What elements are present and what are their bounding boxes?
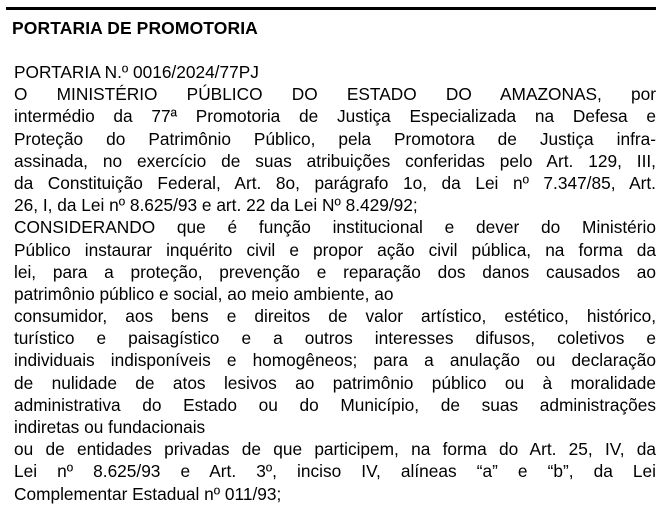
portaria-body-text xyxy=(14,61,656,505)
text-line: ou de entidades privadas de que participem, na forma do Art. 25, IV, da xyxy=(14,439,656,460)
text-line: administrativa do Estado ou do Município, de suas administrações xyxy=(14,394,656,415)
text-line: O MINISTÉRIO PÚBLICO DO ESTADO DO AMAZONAS, por xyxy=(14,84,656,105)
text-line: turístico e paisagístico e a outros interesses difusos, coletivos e xyxy=(14,328,656,349)
text-line: CONSIDERANDO que é função institucional e dever do Ministério xyxy=(14,217,656,238)
text-line: Lei nº 8.625/93 e Art. 3º, inciso IV, alíneas “a” e “b”, da Lei xyxy=(14,461,656,482)
text-line: de nulidade de atos lesivos ao patrimônio público ou à moralidade xyxy=(14,372,656,393)
text-line: 26, I, da Lei nº 8.625/93 e art. 22 da Lei Nº 8.429/92; xyxy=(14,195,418,216)
text-line: assinada, no exercício de suas atribuições conferidas pelo Art. 129, III, xyxy=(14,150,656,171)
text-line: lei, para a proteção, prevenção e reparação dos danos causados ao xyxy=(14,261,656,282)
text-line: Público instaurar inquérito civil e propor ação civil pública, na forma da xyxy=(14,239,656,260)
section-heading: PORTARIA DE PROMOTORIA xyxy=(12,18,258,38)
text-line: consumidor, aos bens e direitos de valor artístico, estético, histórico, xyxy=(14,306,656,327)
top-rule-divider xyxy=(6,7,656,10)
text-line: PORTARIA N.º 0016/2024/77PJ xyxy=(14,62,259,82)
text-line: indiretas ou fundacionais xyxy=(14,417,206,437)
text-line: intermédio da 77ª Promotoria de Justiça Especializada na Defesa e xyxy=(14,106,656,127)
text-line: da Constituição Federal, Art. 8o, parágrafo 1o, da Lei nº 7.347/85, Art. xyxy=(14,172,656,193)
text-line: Complementar Estadual nº 011/93; xyxy=(14,483,282,504)
text-line: Proteção do Patrimônio Público, pela Promotora de Justiça infra- xyxy=(14,128,656,149)
text-line: patrimônio público e social, ao meio ambiente, ao xyxy=(14,283,394,304)
text-line: individuais indisponíveis e homogêneos; para a anulação ou declaração xyxy=(14,350,656,371)
